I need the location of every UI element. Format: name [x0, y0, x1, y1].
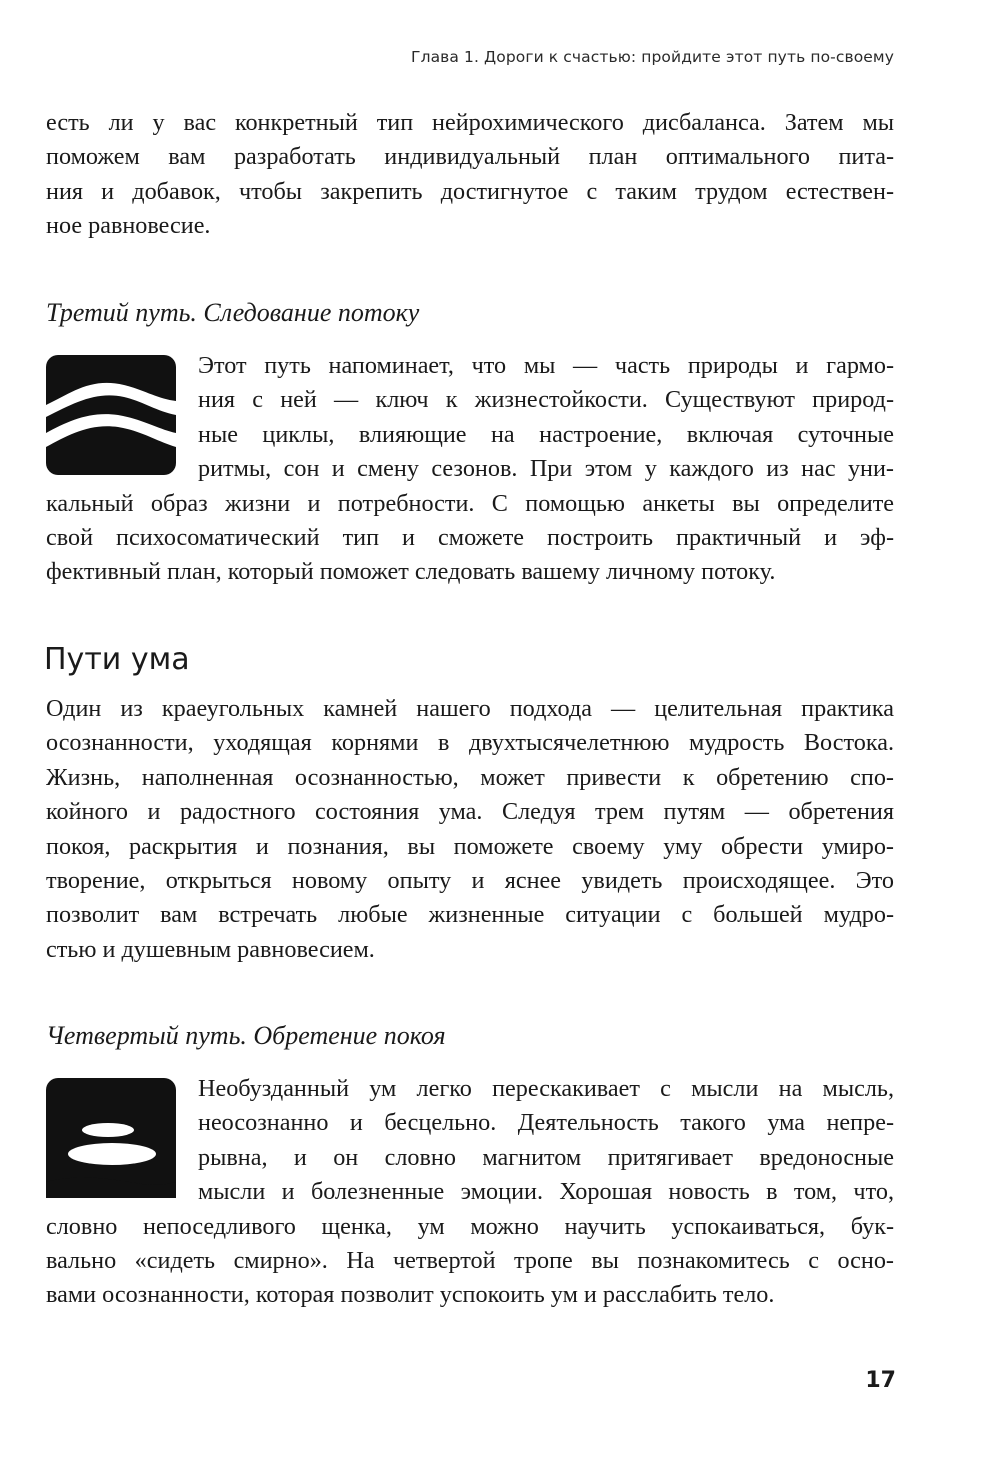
mind-line: стью и душевным равновесием.	[46, 935, 375, 963]
path3-line: Этот путь напоминает, что мы — часть природы и гармо-	[198, 352, 894, 379]
path4-line: мысли и болезненные эмоции. Хорошая новость в том, что,	[198, 1178, 894, 1206]
path4-heading: Четвертый путь. Обретение покоя	[46, 1021, 446, 1050]
path4-line: вами осознанности, которая позволит успокоить ум и расслабить тело.	[46, 1281, 775, 1309]
path4-line: рывна, и он словно магнитом притягивает вредоносные	[198, 1143, 894, 1171]
path3-line: свой психосоматический тип и сможете построить практичный и эф-	[46, 524, 894, 552]
intro-line: ное равновесие.	[46, 212, 211, 240]
mind-line: Жизнь, наполненная осознанностью, может привести к обретению спо-	[46, 763, 894, 791]
mind-line: покоя, раскрытия и познания, вы поможете своему уму обрести умиро-	[46, 832, 894, 860]
path4-paragraph	[46, 1072, 894, 1313]
intro-line: ния и добавок, чтобы закрепить достигнутое с таким трудом естествен-	[46, 177, 894, 205]
path4-line: словно непоседливого щенка, ум можно научить успокаиваться, бук-	[46, 1212, 894, 1240]
path3-line: ритмы, сон и смену сезонов. При этом у каждого из нас уни-	[198, 455, 894, 483]
path4-line: Необузданный ум легко перескакивает с мысли на мысль,	[198, 1075, 894, 1102]
running-header: Глава 1. Дороги к счастью: пройдите этот путь по-своему	[411, 48, 894, 66]
mind-line: творение, открыться новому опыту и яснее увидеть происходящее. Это	[46, 867, 894, 895]
path3-line: фективный план, который поможет следовать вашему личному потоку.	[46, 558, 776, 586]
path3-line: кальный образ жизни и потребности. С помощью анкеты вы определите	[46, 489, 894, 517]
mind-line: койного и радостного состояния ума. Следуя трем путям — обретения	[46, 798, 894, 826]
intro-paragraph	[46, 106, 894, 244]
mind-paragraph	[46, 692, 894, 967]
path3-paragraph	[46, 349, 894, 590]
intro-line: есть ли у вас конкретный тип нейрохимического дисбаланса. Затем мы	[46, 109, 894, 136]
mind-line: позволит вам встречать любые жизненные ситуации с большей мудро-	[46, 901, 894, 929]
path3-line: ния с ней — ключ к жизнестойкости. Существуют природ-	[198, 386, 894, 414]
page-number: 17	[865, 1368, 896, 1393]
path3-line: ные циклы, влияющие на настроение, включая суточные	[198, 420, 894, 448]
mind-line: осознанности, уходящая корнями в двухтысячелетнюю мудрость Востока.	[46, 729, 894, 757]
section-title: Пути ума	[44, 642, 190, 677]
intro-line: поможем вам разработать индивидуальный план оптимального пита-	[46, 143, 894, 171]
path3-heading: Третий путь. Следование потоку	[46, 298, 420, 327]
path4-line: вально «сидеть смирно». На четвертой тропе вы познакомитесь с осно-	[46, 1247, 894, 1275]
path4-line: неосознанно и бесцельно. Деятельность такого ума непре-	[198, 1109, 894, 1137]
mind-line: Один из краеугольных камней нашего подхода — целительная практика	[46, 695, 894, 722]
